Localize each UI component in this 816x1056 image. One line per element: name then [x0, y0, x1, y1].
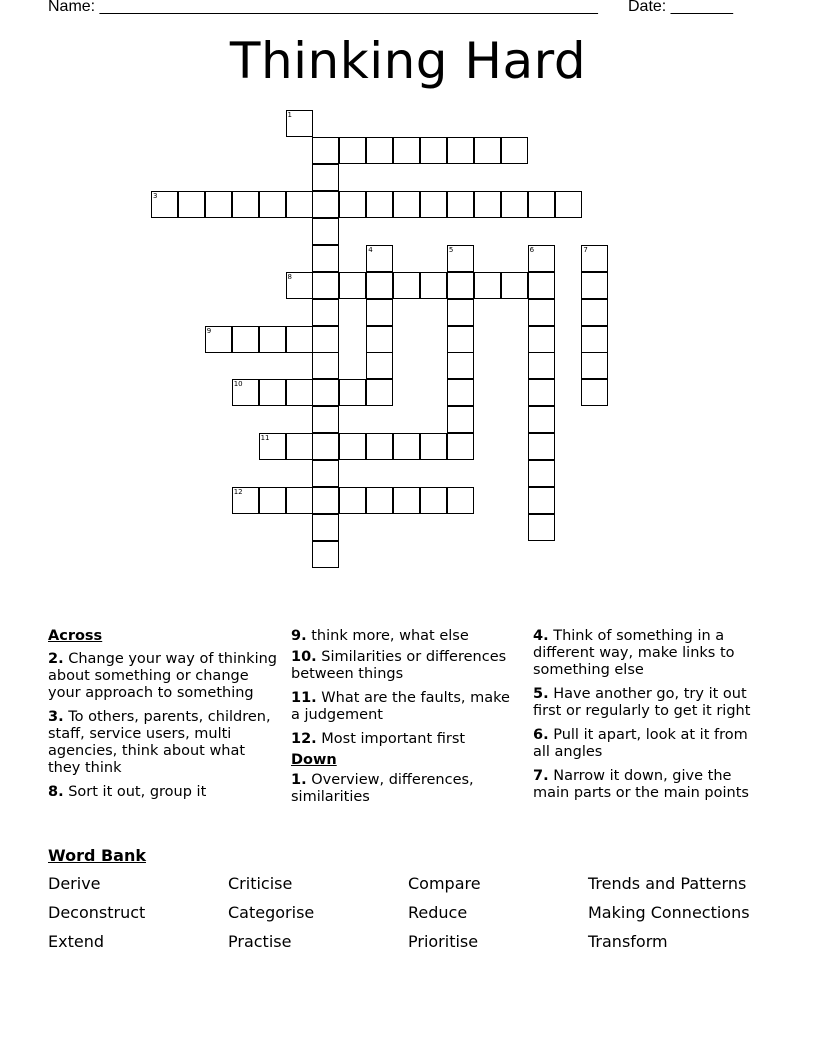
down-clue-1: 1. Overview, differences, similarities	[291, 772, 474, 805]
grid-cell[interactable]	[366, 299, 393, 326]
cell-6[interactable]	[528, 245, 555, 272]
cell-1[interactable]	[286, 110, 313, 137]
grid-cell[interactable]	[286, 191, 313, 218]
grid-cell[interactable]	[447, 191, 474, 218]
clue-number: 1	[287, 111, 292, 119]
grid-cell[interactable]	[528, 460, 555, 487]
grid-cell[interactable]	[501, 137, 528, 164]
grid-cell[interactable]	[312, 379, 339, 406]
clue-number: 4	[368, 245, 373, 254]
clue-number: 7	[583, 245, 588, 254]
clue-number: 11	[260, 434, 270, 443]
word-bank-item: Deconstruct	[48, 903, 146, 922]
word-bank-item: Prioritise	[408, 932, 479, 951]
grid-cell[interactable]	[528, 272, 555, 299]
grid-cell[interactable]	[286, 433, 313, 460]
down-clue-5: 5. Have another go, try it out first or regularly to get it right	[533, 686, 751, 719]
cell-3[interactable]	[151, 191, 178, 218]
across-heading: Across	[48, 628, 103, 644]
grid-cell[interactable]	[581, 352, 608, 379]
grid-cell[interactable]	[259, 326, 286, 353]
down-heading: Down	[291, 752, 337, 768]
grid-cell[interactable]	[366, 433, 393, 460]
grid-cell[interactable]	[286, 379, 313, 406]
grid-cell[interactable]	[447, 406, 474, 433]
grid-cell[interactable]	[312, 433, 339, 460]
grid-cell[interactable]	[339, 379, 366, 406]
grid-cell[interactable]	[528, 299, 555, 326]
cell-10[interactable]	[232, 379, 259, 406]
word-bank-item: Making Connections	[588, 903, 750, 922]
cell-5[interactable]	[447, 245, 474, 272]
grid-cell[interactable]	[312, 460, 339, 487]
grid-cell[interactable]	[501, 272, 528, 299]
word-bank-item: Extend	[48, 932, 104, 951]
across-clue-2: 2. Change your way of thinking about something or change your approach to something	[48, 651, 277, 701]
grid-cell[interactable]	[474, 137, 501, 164]
grid-cell[interactable]	[474, 191, 501, 218]
grid-cell[interactable]	[259, 487, 286, 514]
grid-cell[interactable]	[178, 191, 205, 218]
word-bank-item: Criticise	[228, 874, 293, 893]
grid-cell[interactable]	[259, 191, 286, 218]
across-clue-10: 10. Similarities or differences between things	[291, 649, 507, 682]
word-bank-item: Categorise	[228, 903, 315, 922]
grid-cell[interactable]	[581, 326, 608, 353]
word-bank-item: Trends and Patterns	[588, 874, 747, 893]
cell-9[interactable]	[205, 326, 232, 353]
across-clue-8: 8. Sort it out, group it	[48, 784, 207, 800]
grid-cell[interactable]	[339, 191, 366, 218]
grid-cell[interactable]	[393, 433, 420, 460]
grid-cell[interactable]	[501, 191, 528, 218]
grid-cell[interactable]	[474, 272, 501, 299]
grid-cell[interactable]	[528, 326, 555, 353]
clues-column-2	[291, 628, 523, 813]
grid-cell[interactable]	[581, 272, 608, 299]
grid-cell[interactable]	[312, 326, 339, 353]
clue-number: 10	[233, 380, 243, 389]
word-bank-item: Transform	[588, 932, 668, 951]
grid-cell[interactable]	[393, 137, 420, 164]
grid-cell[interactable]	[528, 433, 555, 460]
grid-cell[interactable]	[339, 433, 366, 460]
grid-cell[interactable]	[366, 379, 393, 406]
grid-cell[interactable]	[528, 487, 555, 514]
grid-cell[interactable]	[366, 191, 393, 218]
grid-cell[interactable]	[393, 191, 420, 218]
down-clue-7: 7. Narrow it down, give the main parts or the main points	[533, 768, 749, 801]
word-bank-item: Reduce	[408, 903, 468, 922]
grid-cell[interactable]	[312, 487, 339, 514]
across-clue-9: 9. think more, what else	[291, 628, 469, 644]
grid-cell[interactable]	[312, 514, 339, 541]
clues-column-1	[48, 628, 280, 808]
grid-cell[interactable]	[366, 137, 393, 164]
down-clue-6: 6. Pull it apart, look at it from all angles	[533, 727, 748, 760]
grid-cell[interactable]	[447, 352, 474, 379]
grid-cell[interactable]	[232, 191, 259, 218]
grid-cell[interactable]	[447, 379, 474, 406]
grid-cell[interactable]	[312, 541, 339, 568]
grid-cell[interactable]	[447, 137, 474, 164]
cell-8[interactable]	[286, 272, 313, 299]
grid-cell[interactable]	[312, 164, 339, 191]
name-field[interactable]: Name: ________________________________________________________	[48, 0, 598, 15]
grid-cell[interactable]	[528, 352, 555, 379]
grid-cell[interactable]	[312, 352, 339, 379]
grid-cell[interactable]	[420, 433, 447, 460]
word-bank-item: Derive	[48, 874, 101, 893]
grid-cell[interactable]	[312, 272, 339, 299]
grid-cell[interactable]	[286, 487, 313, 514]
across-clue-3: 3. To others, parents, children, staff, service users, multi agencies, think about what they think	[48, 709, 271, 776]
grid-cell[interactable]	[312, 137, 339, 164]
grid-cell[interactable]	[366, 352, 393, 379]
grid-cell[interactable]	[312, 245, 339, 272]
grid-cell[interactable]	[528, 514, 555, 541]
cell-12[interactable]	[232, 487, 259, 514]
grid-cell[interactable]	[420, 137, 447, 164]
grid-cell[interactable]	[581, 299, 608, 326]
grid-cell[interactable]	[366, 326, 393, 353]
clue-number: 3	[153, 192, 158, 200]
grid-cell[interactable]	[259, 379, 286, 406]
clues-column-3	[533, 628, 765, 809]
word-bank-item: Compare	[408, 874, 481, 893]
grid-cell[interactable]	[366, 487, 393, 514]
cell-11[interactable]	[259, 433, 286, 460]
grid-cell[interactable]	[447, 299, 474, 326]
grid-cell[interactable]	[286, 326, 313, 353]
across-clue-12: 12. Most important first	[291, 731, 466, 747]
date-field[interactable]: Date: _______	[628, 0, 733, 15]
clue-number: 9	[206, 326, 212, 335]
grid-cell[interactable]	[420, 272, 447, 299]
grid-cell[interactable]	[312, 191, 339, 218]
grid-cell[interactable]	[339, 272, 366, 299]
grid-cell[interactable]	[447, 433, 474, 460]
grid-cell[interactable]	[555, 191, 582, 218]
grid-cell[interactable]	[339, 487, 366, 514]
grid-cell[interactable]	[393, 272, 420, 299]
grid-cell[interactable]	[528, 191, 555, 218]
grid-cell[interactable]	[312, 218, 339, 245]
grid-cell[interactable]	[447, 326, 474, 353]
grid-cell[interactable]	[420, 191, 447, 218]
grid-cell[interactable]	[312, 406, 339, 433]
grid-cell[interactable]	[528, 379, 555, 406]
grid-cell[interactable]	[339, 137, 366, 164]
across-clue-11: 11. What are the faults, make a judgement	[291, 690, 510, 723]
grid-cell[interactable]	[312, 299, 339, 326]
grid-cell[interactable]	[205, 191, 232, 218]
word-bank-heading: Word Bank	[48, 846, 147, 865]
grid-cell[interactable]	[232, 326, 259, 353]
cell-4[interactable]	[366, 245, 393, 272]
down-clue-4: 4. Think of something in a different way, make links to something else	[533, 628, 735, 678]
page-title: Thinking Hard	[229, 32, 587, 90]
grid-cell[interactable]	[581, 379, 608, 406]
clue-number: 5	[448, 245, 454, 254]
clue-number: 8	[287, 272, 292, 281]
grid-cell[interactable]	[366, 272, 393, 299]
word-bank-item: Practise	[228, 932, 292, 951]
cell-7[interactable]	[581, 245, 608, 272]
grid-cell[interactable]	[528, 406, 555, 433]
clue-number: 12	[233, 487, 243, 496]
grid-cell[interactable]	[393, 487, 420, 514]
grid-cell[interactable]	[420, 487, 447, 514]
clue-number: 6	[529, 245, 535, 254]
grid-cell[interactable]	[447, 487, 474, 514]
grid-cell[interactable]	[447, 272, 474, 299]
